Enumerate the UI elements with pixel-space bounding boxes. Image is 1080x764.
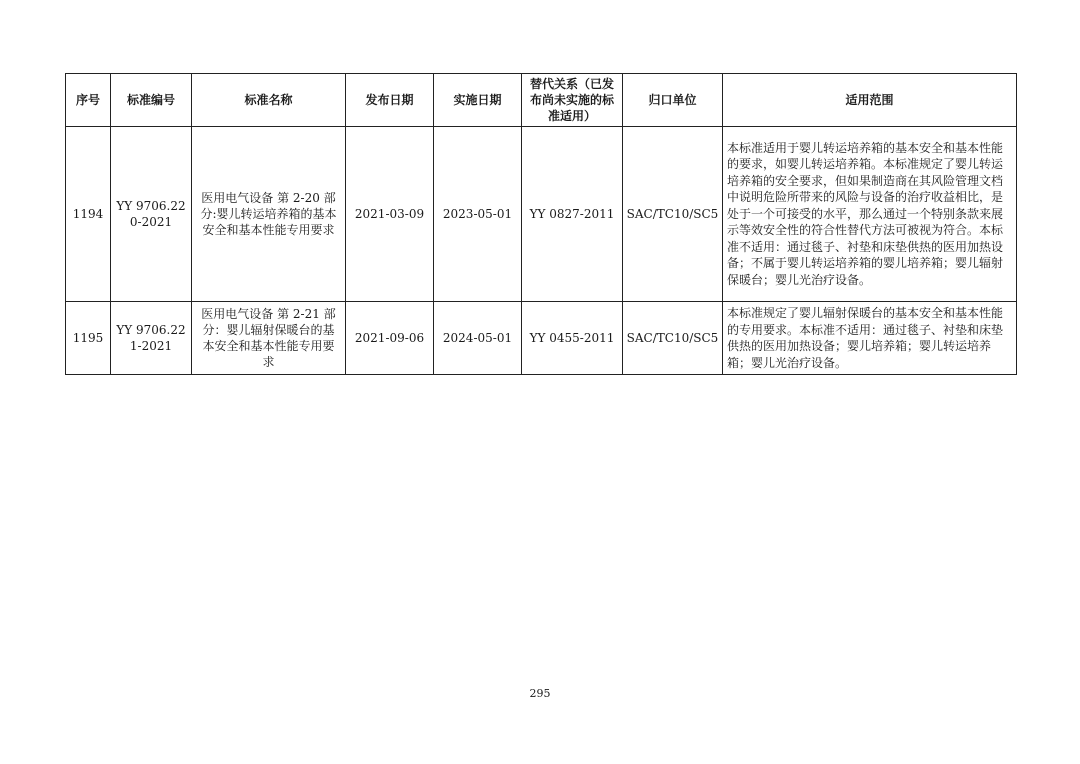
- header-serial-no: 序号: [66, 74, 111, 127]
- cell-publish-date: 2021-09-06: [346, 302, 434, 375]
- cell-serial-no: 1195: [66, 302, 111, 375]
- cell-scope: 本标准适用于婴儿转运培养箱的基本安全和基本性能的要求，如婴儿转运培养箱。本标准规定了婴儿转运培养箱的安全要求，但如果制造商在其风险管理文档中说明危险所带来的风险与设备的治疗收益相比，是处于一个可接受的水平，那么通过一个特别条款来展示等效安全性的符合性替代方法可被视为符合。本标准不适用：通过毯子、衬垫和床垫供热的医用加热设备；不属于婴儿转运培养箱的婴儿培养箱；婴儿辐射保暖台；婴儿光治疗设备。: [723, 127, 1017, 302]
- cell-standard-name: 医用电气设备 第 2-21 部分：婴儿辐射保暖台的基本安全和基本性能专用要求: [192, 302, 346, 375]
- header-replacement: 替代关系（已发布尚未实施的标准适用）: [522, 74, 623, 127]
- cell-standard-code: YY 9706.221-2021: [111, 302, 192, 375]
- cell-effective-date: 2023-05-01: [434, 127, 522, 302]
- cell-replacement: YY 0827-2011: [522, 127, 623, 302]
- header-publish-date: 发布日期: [346, 74, 434, 127]
- page-number: 295: [529, 687, 551, 700]
- standards-table: [65, 73, 1017, 375]
- cell-standard-code: YY 9706.220-2021: [111, 127, 192, 302]
- cell-responsible-unit: SAC/TC10/SC5: [623, 127, 723, 302]
- cell-publish-date: 2021-03-09: [346, 127, 434, 302]
- cell-responsible-unit: SAC/TC10/SC5: [623, 302, 723, 375]
- header-responsible-unit: 归口单位: [623, 74, 723, 127]
- header-effective-date: 实施日期: [434, 74, 522, 127]
- header-scope: 适用范围: [723, 74, 1017, 127]
- cell-serial-no: 1194: [66, 127, 111, 302]
- header-standard-name: 标准名称: [192, 74, 346, 127]
- table-row: [66, 127, 1017, 302]
- header-standard-code: 标准编号: [111, 74, 192, 127]
- table-row: [66, 302, 1017, 375]
- cell-scope: 本标准规定了婴儿辐射保暖台的基本安全和基本性能的专用要求。本标准不适用：通过毯子、衬垫和床垫供热的医用加热设备；婴儿培养箱；婴儿转运培养箱；婴儿光治疗设备。: [723, 302, 1017, 375]
- table-header-row: [66, 74, 1017, 127]
- cell-effective-date: 2024-05-01: [434, 302, 522, 375]
- cell-standard-name: 医用电气设备 第 2-20 部分:婴儿转运培养箱的基本安全和基本性能专用要求: [192, 127, 346, 302]
- cell-replacement: YY 0455-2011: [522, 302, 623, 375]
